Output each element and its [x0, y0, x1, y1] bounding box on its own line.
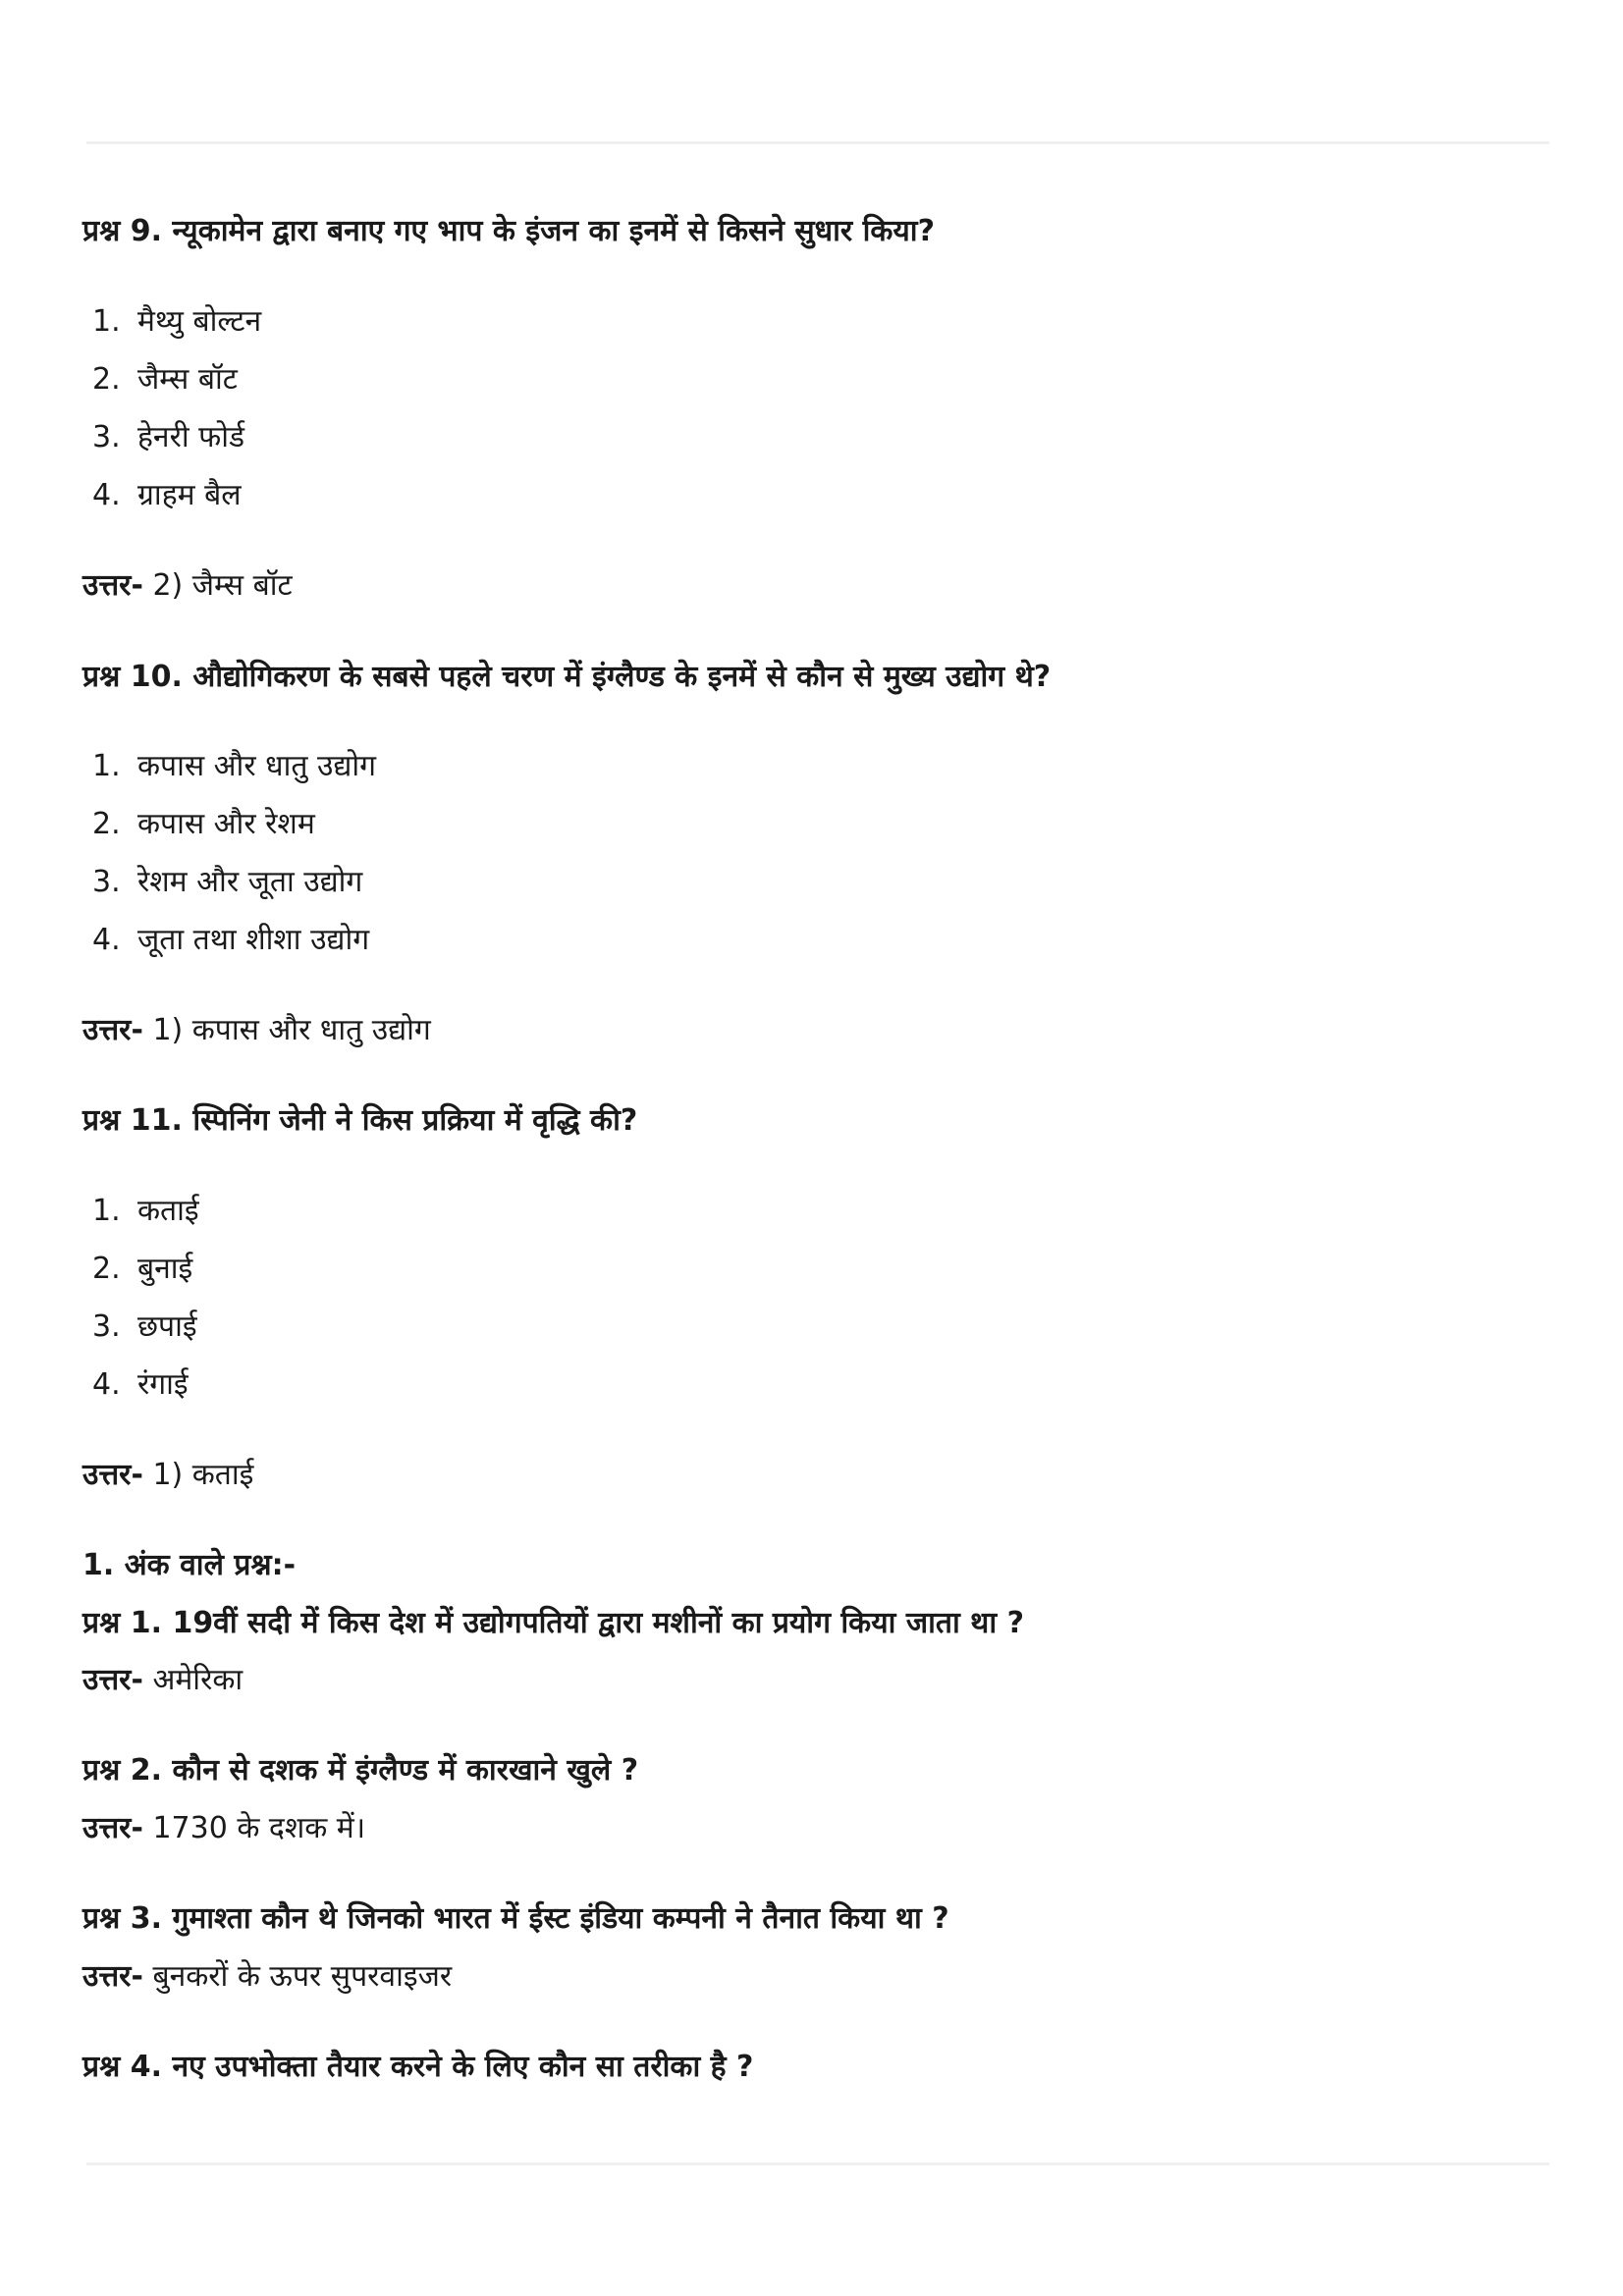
short-question-3: प्रश्न 3. गुमाश्ता कौन थे जिनको भारत में ईस्ट इंडिया कम्पनी ने तैनात किया था ? — [82, 1901, 949, 1936]
option-number: 2. — [92, 1252, 121, 1286]
option-text: जूता तथा शीशा उद्योग — [137, 923, 370, 957]
option-number: 4. — [92, 1367, 121, 1402]
answer-11 — [82, 1456, 253, 1495]
answer-label: उत्तर- — [82, 1811, 143, 1845]
option-number: 3. — [92, 865, 121, 899]
option-text: कपास और रेशम — [137, 807, 315, 841]
short-answer-2 — [82, 1809, 365, 1848]
answer-text: 1730 के दशक में। — [142, 1811, 366, 1845]
option-text: कपास और धातु उद्योग — [137, 749, 377, 783]
short-question-2: प्रश्न 2. कौन से दशक में इंग्लैण्ड में कारखाने खुले ? — [82, 1753, 639, 1788]
option-item — [92, 476, 242, 515]
answer-label: उत्तर- — [82, 1663, 143, 1697]
short-answer-1 — [82, 1661, 243, 1700]
option-text: हेनरी फोर्ड — [137, 420, 245, 454]
bottom-divider — [86, 2163, 1549, 2165]
option-item — [92, 302, 261, 342]
option-number: 4. — [92, 923, 121, 957]
question-11: प्रश्न 11. स्पिनिंग जेनी ने किस प्रक्रिया में वृद्धि की? — [82, 1103, 638, 1138]
question-10: प्रश्न 10. औद्योगिकरण के सबसे पहले चरण में इंग्लैण्ड के इनमें से कौन से मुख्य उद्योग थे? — [82, 660, 1052, 694]
answer-10 — [82, 1011, 431, 1050]
question-9: प्रश्न 9. न्यूकामेन द्वारा बनाए गए भाप के इंजन का इनमें से किसने सुधार किया? — [82, 214, 935, 248]
option-text: छपाई — [137, 1309, 197, 1344]
option-item — [92, 1308, 197, 1347]
section-heading: 1. अंक वाले प्रश्न:- — [82, 1548, 297, 1582]
option-item — [92, 360, 238, 400]
option-number: 3. — [92, 1309, 121, 1344]
option-text: बुनाई — [137, 1252, 193, 1286]
option-number: 2. — [92, 807, 121, 841]
option-number: 1. — [92, 1194, 121, 1228]
option-text: कताई — [137, 1194, 199, 1228]
answer-text: 1) कताई — [142, 1458, 254, 1492]
option-item — [92, 1192, 199, 1231]
answer-label: उत्तर- — [82, 568, 143, 603]
option-text: ग्राहम बैल — [137, 478, 242, 512]
option-number: 3. — [92, 420, 121, 454]
answer-text: बुनकरों के ऊपर सुपरवाइजर — [142, 1959, 453, 1994]
option-number: 1. — [92, 304, 121, 339]
option-text: मैथ्यु बोल्टन — [137, 304, 262, 339]
option-text: रेशम और जूता उद्योग — [137, 865, 363, 899]
top-divider — [86, 141, 1549, 144]
answer-label: उत्तर- — [82, 1013, 143, 1047]
answer-label: उत्तर- — [82, 1959, 143, 1994]
answer-9 — [82, 566, 293, 606]
answer-label: उत्तर- — [82, 1458, 143, 1492]
short-answer-3 — [82, 1957, 452, 1997]
option-number: 1. — [92, 749, 121, 783]
option-text: जैम्स बॉट — [137, 362, 238, 397]
option-item — [92, 921, 369, 960]
option-item — [92, 805, 315, 844]
answer-text: 2) जैम्स बॉट — [142, 568, 293, 603]
short-question-1: प्रश्न 1. 19वीं सदी में किस देश में उद्योगपतियों द्वारा मशीनों का प्रयोग किया जाता था ? — [82, 1606, 1024, 1640]
option-number: 4. — [92, 478, 121, 512]
option-number: 2. — [92, 362, 121, 397]
option-item — [92, 418, 244, 457]
option-item — [92, 747, 376, 786]
answer-text: 1) कपास और धातु उद्योग — [142, 1013, 431, 1047]
short-question-4: प्रश्न 4. नए उपभोक्ता तैयार करने के लिए कौन सा तरीका है ? — [82, 2050, 754, 2084]
answer-text: अमेरिका — [142, 1663, 243, 1697]
option-item — [92, 1250, 192, 1289]
option-text: रंगाई — [137, 1367, 189, 1402]
option-item — [92, 1365, 189, 1405]
option-item — [92, 863, 362, 902]
